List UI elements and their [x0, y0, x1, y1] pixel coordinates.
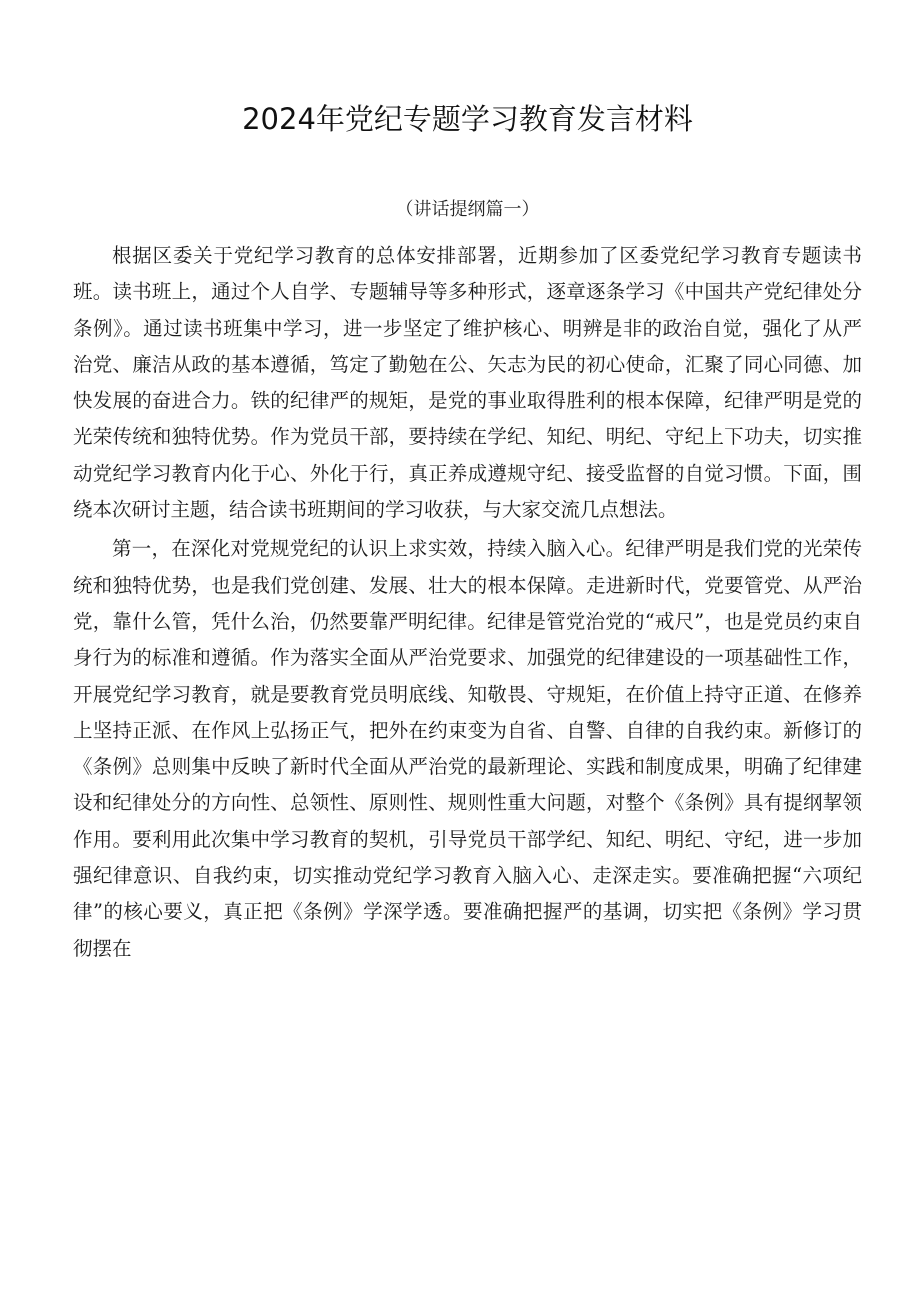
paragraph-first-point: 第一，在深化对党规党纪的认识上求实效，持续入脑入心。纪律严明是我们党的光荣传统和独特优势，也是我们党创建、发展、壮大的根本保障。走进新时代，党要管党、从严治党，靠什么管，凭什么治，仍然要靠严明纪律。纪律是管党治党的“戒尺”，也是党员约束自身行为的标准和遵循。作为落实全面从严治党要求、加强党的纪律建设的一项基础性工作，开展党纪学习教育，就是要教育党员明底线、知敬畏、守规矩，在价值上持守正道、在修养上坚持正派、在作风上弘扬正气，把外在约束变为自省、自警、自律的自我约束。新修订的《条例》总则集中反映了新时代全面从严治党的最新理论、实践和制度成果，明确了纪律建设和纪律处分的方向性、总领性、原则性、规则性重大问题，对整个《条例》具有提纲挈领作用。要利用此次集中学习教育的契机，引导党员干部学纪、知纪、明纪、守纪，进一步加强纪律意识、自我约束，切实推动党纪学习教育入脑入心、走深走实。要准确把握“六项纪律”的核心要义，真正把《条例》学深学透。要准确把握严的基调，切实把《条例》学习贯彻摆在: [73, 537, 862, 960]
paragraph-intro: 根据区委关于党纪学习教育的总体安排部署，近期参加了区委党纪学习教育专题读书班。读书班上，通过个人自学、专题辅导等多种形式，逐章逐条学习《中国共产党纪律处分条例》。通过读书班集中学习，进一步坚定了维护核心、明辨是非的政治自觉，强化了从严治党、廉洁从政的基本遵循，笃定了勤勉在公、矢志为民的初心使命，汇聚了同心同德、加快发展的奋进合力。铁的纪律严的规矩，是党的事业取得胜利的根本保障，纪律严明是党的光荣传统和独特优势。作为党员干部，要持续在学纪、知纪、明纪、守纪上下功夫，切实推动党纪学习教育内化于心、外化于行，真正养成遵规守纪、接受监督的自觉习惯。下面，围绕本次研讨主题，结合读书班期间的学习收获，与大家交流几点想法。: [73, 244, 862, 522]
document-title: 2024年党纪专题学习教育发言材料: [242, 102, 693, 136]
document-subtitle: （讲话提纲篇一）: [395, 199, 540, 220]
